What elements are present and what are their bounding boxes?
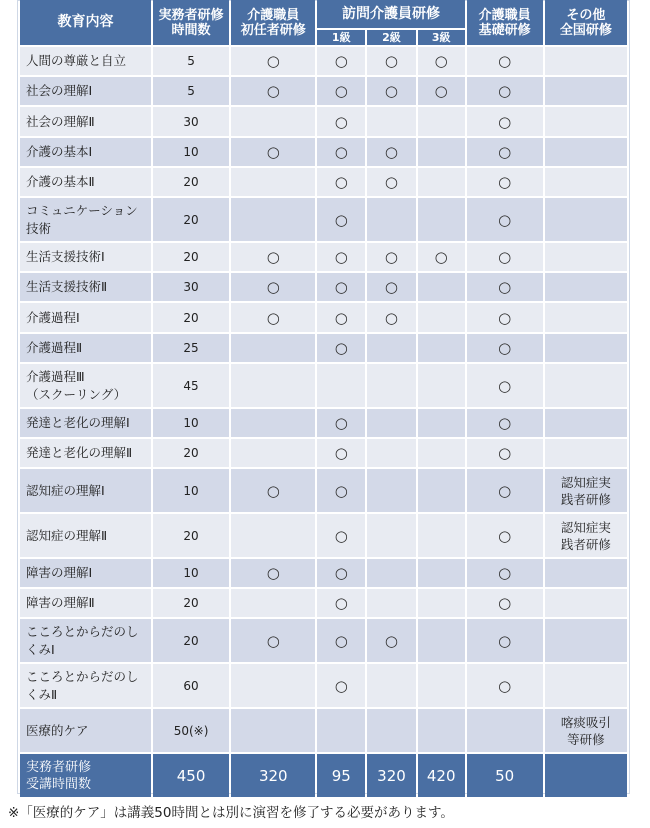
cell-v1 bbox=[317, 514, 365, 557]
cell-other bbox=[545, 559, 627, 587]
circle-mark-icon: ○ bbox=[334, 210, 348, 229]
header-visiting: 訪問介護員研修 bbox=[317, 0, 464, 28]
total-hours: 450 bbox=[153, 754, 229, 797]
table-body bbox=[20, 47, 627, 752]
cell-basic bbox=[467, 303, 543, 332]
table-row bbox=[20, 198, 627, 241]
table-row bbox=[20, 273, 627, 301]
cell-basic bbox=[467, 364, 543, 407]
circle-mark-icon: ○ bbox=[334, 173, 348, 191]
cell-v3 bbox=[418, 469, 465, 512]
circle-mark-icon: ○ bbox=[266, 82, 280, 100]
subject-name: 認知症の理解Ⅰ bbox=[20, 469, 151, 512]
circle-mark-icon: ○ bbox=[384, 143, 399, 161]
circle-mark-icon: ○ bbox=[498, 308, 512, 327]
cell-other: 認知症実 践者研修 bbox=[545, 514, 627, 557]
circle-mark-icon: ○ bbox=[498, 112, 512, 131]
header-other: その他 全国研修 bbox=[545, 0, 627, 45]
cell-v3 bbox=[418, 273, 465, 301]
cell-other bbox=[545, 198, 627, 241]
circle-mark-icon: ○ bbox=[334, 631, 348, 650]
circle-mark-icon: ○ bbox=[384, 631, 399, 650]
circle-mark-icon: ○ bbox=[384, 308, 399, 327]
subject-name: 介護の基本Ⅰ bbox=[20, 138, 151, 166]
cell-v1 bbox=[317, 409, 365, 437]
cell-initial bbox=[231, 469, 315, 512]
circle-mark-icon: ○ bbox=[498, 376, 512, 395]
total-visiting-2: 320 bbox=[367, 754, 416, 797]
circle-mark-icon: ○ bbox=[334, 339, 348, 357]
cell-v1 bbox=[317, 47, 365, 75]
circle-mark-icon: ○ bbox=[266, 248, 280, 266]
cell-v3 bbox=[418, 198, 465, 241]
cell-basic bbox=[467, 168, 543, 196]
total-basic: 50 bbox=[467, 754, 543, 797]
circle-mark-icon: ○ bbox=[334, 676, 348, 695]
cell-v1 bbox=[317, 559, 365, 587]
subject-hours: 25 bbox=[153, 334, 229, 362]
subject-name: 人間の尊厳と自立 bbox=[20, 47, 151, 75]
cell-v2 bbox=[367, 138, 416, 166]
total-other bbox=[545, 754, 627, 797]
cell-other bbox=[545, 107, 627, 136]
cell-v3 bbox=[418, 138, 465, 166]
header-visiting-level1: 1級 bbox=[317, 30, 365, 45]
subject-hours: 20 bbox=[153, 589, 229, 617]
cell-v1 bbox=[317, 273, 365, 301]
cell-v1 bbox=[317, 439, 365, 467]
cell-v3 bbox=[418, 559, 465, 587]
table-row bbox=[20, 334, 627, 362]
cell-initial bbox=[231, 559, 315, 587]
circle-mark-icon: ○ bbox=[498, 481, 512, 500]
circle-mark-icon: ○ bbox=[266, 631, 280, 650]
circle-mark-icon: ○ bbox=[498, 339, 512, 357]
circle-mark-icon: ○ bbox=[334, 278, 348, 296]
cell-v1 bbox=[317, 664, 365, 707]
cell-other bbox=[545, 409, 627, 437]
subject-name: 介護過程Ⅱ bbox=[20, 334, 151, 362]
cell-v1 bbox=[317, 619, 365, 662]
cell-v3 bbox=[418, 589, 465, 617]
circle-mark-icon: ○ bbox=[266, 52, 280, 70]
circle-mark-icon: ○ bbox=[498, 173, 512, 191]
cell-basic bbox=[467, 589, 543, 617]
circle-mark-icon: ○ bbox=[498, 248, 512, 266]
cell-other bbox=[545, 138, 627, 166]
circle-mark-icon: ○ bbox=[266, 143, 280, 161]
cell-initial bbox=[231, 334, 315, 362]
subject-name: 医療的ケア bbox=[20, 709, 151, 752]
subject-hours: 10 bbox=[153, 409, 229, 437]
table-row bbox=[20, 559, 627, 587]
cell-other bbox=[545, 589, 627, 617]
cell-other bbox=[545, 77, 627, 105]
circle-mark-icon: ○ bbox=[384, 52, 399, 70]
cell-v2 bbox=[367, 198, 416, 241]
cell-initial bbox=[231, 439, 315, 467]
cell-v3 bbox=[418, 303, 465, 332]
cell-basic bbox=[467, 243, 543, 271]
subject-hours: 20 bbox=[153, 243, 229, 271]
cell-v2 bbox=[367, 364, 416, 407]
circle-mark-icon: ○ bbox=[434, 248, 448, 266]
circle-mark-icon: ○ bbox=[334, 564, 348, 582]
subject-hours: 30 bbox=[153, 107, 229, 136]
subject-name: 障害の理解Ⅱ bbox=[20, 589, 151, 617]
total-label: 実務者研修 受講時間数 bbox=[20, 754, 151, 797]
cell-v2 bbox=[367, 409, 416, 437]
cell-v1 bbox=[317, 589, 365, 617]
subject-name: 認知症の理解Ⅱ bbox=[20, 514, 151, 557]
cell-v2 bbox=[367, 559, 416, 587]
circle-mark-icon: ○ bbox=[498, 143, 512, 161]
subject-hours: 20 bbox=[153, 168, 229, 196]
circle-mark-icon: ○ bbox=[498, 278, 512, 296]
cell-initial bbox=[231, 273, 315, 301]
cell-basic bbox=[467, 439, 543, 467]
cell-v1 bbox=[317, 198, 365, 241]
cell-other bbox=[545, 273, 627, 301]
subject-name: 生活支援技術Ⅱ bbox=[20, 273, 151, 301]
subject-hours: 45 bbox=[153, 364, 229, 407]
cell-v2 bbox=[367, 514, 416, 557]
cell-v2 bbox=[367, 439, 416, 467]
cell-basic bbox=[467, 619, 543, 662]
cell-v2 bbox=[367, 619, 416, 662]
total-initial: 320 bbox=[231, 754, 315, 797]
cell-v3 bbox=[418, 107, 465, 136]
cell-initial bbox=[231, 107, 315, 136]
table-row bbox=[20, 47, 627, 75]
cell-initial bbox=[231, 664, 315, 707]
header-basic: 介護職員 基礎研修 bbox=[467, 0, 543, 45]
subject-name: 介護の基本Ⅱ bbox=[20, 168, 151, 196]
cell-v1 bbox=[317, 168, 365, 196]
cell-v1 bbox=[317, 303, 365, 332]
subject-name: 介護過程Ⅰ bbox=[20, 303, 151, 332]
cell-basic bbox=[467, 107, 543, 136]
cell-basic bbox=[467, 198, 543, 241]
subject-name: 発達と老化の理解Ⅰ bbox=[20, 409, 151, 437]
subject-hours: 60 bbox=[153, 664, 229, 707]
cell-initial bbox=[231, 47, 315, 75]
cell-initial bbox=[231, 303, 315, 332]
cell-v3 bbox=[418, 47, 465, 75]
cell-v1 bbox=[317, 364, 365, 407]
circle-mark-icon: ○ bbox=[384, 173, 399, 191]
circle-mark-icon: ○ bbox=[266, 481, 280, 500]
subject-name: 介護過程Ⅲ （スクーリング） bbox=[20, 364, 151, 407]
header-hours: 実務者研修 時間数 bbox=[153, 0, 229, 45]
cell-v1 bbox=[317, 107, 365, 136]
subject-hours: 20 bbox=[153, 439, 229, 467]
cell-v1 bbox=[317, 138, 365, 166]
circle-mark-icon: ○ bbox=[334, 308, 348, 327]
cell-basic bbox=[467, 664, 543, 707]
subject-hours: 50(※) bbox=[153, 709, 229, 752]
cell-initial bbox=[231, 138, 315, 166]
header-visiting-level2: 2級 bbox=[367, 30, 416, 45]
circle-mark-icon: ○ bbox=[334, 112, 348, 131]
circle-mark-icon: ○ bbox=[498, 414, 512, 432]
cell-basic bbox=[467, 514, 543, 557]
circle-mark-icon: ○ bbox=[334, 82, 348, 100]
table-row bbox=[20, 364, 627, 407]
table-row bbox=[20, 709, 627, 752]
subject-hours: 20 bbox=[153, 303, 229, 332]
cell-basic bbox=[467, 334, 543, 362]
cell-v2 bbox=[367, 589, 416, 617]
cell-basic bbox=[467, 469, 543, 512]
circle-mark-icon: ○ bbox=[434, 52, 448, 70]
cell-v3 bbox=[418, 409, 465, 437]
cell-v3 bbox=[418, 514, 465, 557]
cell-v3 bbox=[418, 619, 465, 662]
circle-mark-icon: ○ bbox=[334, 526, 348, 545]
circle-mark-icon: ○ bbox=[498, 676, 512, 695]
cell-basic bbox=[467, 273, 543, 301]
cell-v2 bbox=[367, 243, 416, 271]
subject-name: コミュニケーション 技術 bbox=[20, 198, 151, 241]
table-row bbox=[20, 589, 627, 617]
cell-v1 bbox=[317, 77, 365, 105]
cell-v1 bbox=[317, 334, 365, 362]
table-row bbox=[20, 303, 627, 332]
circle-mark-icon: ○ bbox=[334, 248, 348, 266]
cell-other bbox=[545, 439, 627, 467]
cell-v3 bbox=[418, 77, 465, 105]
table-row bbox=[20, 409, 627, 437]
subject-hours: 30 bbox=[153, 273, 229, 301]
subject-hours: 10 bbox=[153, 469, 229, 512]
subject-hours: 5 bbox=[153, 77, 229, 105]
cell-v3 bbox=[418, 168, 465, 196]
cell-initial bbox=[231, 364, 315, 407]
cell-other: 喀痰吸引 等研修 bbox=[545, 709, 627, 752]
table-row bbox=[20, 439, 627, 467]
cell-v3 bbox=[418, 334, 465, 362]
cell-other bbox=[545, 664, 627, 707]
cell-other bbox=[545, 303, 627, 332]
subject-name: 社会の理解Ⅰ bbox=[20, 77, 151, 105]
subject-name: 生活支援技術Ⅰ bbox=[20, 243, 151, 271]
circle-mark-icon: ○ bbox=[498, 526, 512, 545]
circle-mark-icon: ○ bbox=[498, 82, 512, 100]
subject-hours: 20 bbox=[153, 619, 229, 662]
subject-hours: 10 bbox=[153, 138, 229, 166]
circle-mark-icon: ○ bbox=[384, 82, 399, 100]
cell-v2 bbox=[367, 168, 416, 196]
table-row bbox=[20, 138, 627, 166]
cell-other bbox=[545, 168, 627, 196]
total-visiting-3: 420 bbox=[418, 754, 465, 797]
header-initial: 介護職員 初任者研修 bbox=[231, 0, 315, 45]
subject-name: こころとからだのし くみⅡ bbox=[20, 664, 151, 707]
circle-mark-icon: ○ bbox=[498, 210, 512, 229]
circle-mark-icon: ○ bbox=[498, 564, 512, 582]
cell-initial bbox=[231, 619, 315, 662]
circle-mark-icon: ○ bbox=[498, 444, 512, 462]
cell-v2 bbox=[367, 47, 416, 75]
cell-initial bbox=[231, 77, 315, 105]
total-visiting-1: 95 bbox=[317, 754, 365, 797]
cell-basic bbox=[467, 77, 543, 105]
subject-name: 発達と老化の理解Ⅱ bbox=[20, 439, 151, 467]
circle-mark-icon: ○ bbox=[384, 278, 399, 296]
table-row bbox=[20, 77, 627, 105]
circle-mark-icon: ○ bbox=[266, 308, 280, 327]
cell-v2 bbox=[367, 273, 416, 301]
subject-hours: 10 bbox=[153, 559, 229, 587]
subject-hours: 5 bbox=[153, 47, 229, 75]
cell-basic bbox=[467, 559, 543, 587]
cell-v3 bbox=[418, 364, 465, 407]
cell-initial bbox=[231, 409, 315, 437]
cell-initial bbox=[231, 168, 315, 196]
cell-v3 bbox=[418, 243, 465, 271]
table-row bbox=[20, 514, 627, 557]
curriculum-comparison-table bbox=[18, 0, 629, 799]
cell-basic bbox=[467, 409, 543, 437]
cell-v3 bbox=[418, 709, 465, 752]
cell-v2 bbox=[367, 303, 416, 332]
circle-mark-icon: ○ bbox=[384, 248, 399, 266]
circle-mark-icon: ○ bbox=[334, 414, 348, 432]
subject-name: こころとからだのし くみⅠ bbox=[20, 619, 151, 662]
circle-mark-icon: ○ bbox=[266, 278, 280, 296]
cell-other bbox=[545, 47, 627, 75]
circle-mark-icon: ○ bbox=[434, 82, 448, 100]
total-row bbox=[20, 754, 627, 797]
cell-v2 bbox=[367, 469, 416, 512]
circle-mark-icon: ○ bbox=[334, 481, 348, 500]
table-row bbox=[20, 619, 627, 662]
circle-mark-icon: ○ bbox=[498, 52, 512, 70]
cell-basic bbox=[467, 709, 543, 752]
cell-v1 bbox=[317, 243, 365, 271]
cell-v1 bbox=[317, 709, 365, 752]
cell-initial bbox=[231, 198, 315, 241]
cell-v2 bbox=[367, 334, 416, 362]
table-row bbox=[20, 107, 627, 136]
subject-hours: 20 bbox=[153, 198, 229, 241]
circle-mark-icon: ○ bbox=[266, 564, 280, 582]
cell-initial bbox=[231, 243, 315, 271]
cell-other: 認知症実 践者研修 bbox=[545, 469, 627, 512]
cell-v3 bbox=[418, 664, 465, 707]
header-visiting-level3: 3級 bbox=[418, 30, 465, 45]
table-row bbox=[20, 168, 627, 196]
cell-other bbox=[545, 243, 627, 271]
cell-initial bbox=[231, 709, 315, 752]
cell-v2 bbox=[367, 709, 416, 752]
circle-mark-icon: ○ bbox=[334, 444, 348, 462]
cell-v2 bbox=[367, 77, 416, 105]
table-row bbox=[20, 664, 627, 707]
circle-mark-icon: ○ bbox=[498, 594, 512, 612]
cell-other bbox=[545, 619, 627, 662]
circle-mark-icon: ○ bbox=[498, 631, 512, 650]
subject-name: 社会の理解Ⅱ bbox=[20, 107, 151, 136]
circle-mark-icon: ○ bbox=[334, 143, 348, 161]
cell-v1 bbox=[317, 469, 365, 512]
cell-initial bbox=[231, 589, 315, 617]
cell-other bbox=[545, 364, 627, 407]
cell-basic bbox=[467, 138, 543, 166]
cell-other bbox=[545, 334, 627, 362]
subject-hours: 20 bbox=[153, 514, 229, 557]
header-content: 教育内容 bbox=[20, 0, 151, 45]
circle-mark-icon: ○ bbox=[334, 594, 348, 612]
cell-v2 bbox=[367, 664, 416, 707]
cell-basic bbox=[467, 47, 543, 75]
table-row bbox=[20, 469, 627, 512]
subject-name: 障害の理解Ⅰ bbox=[20, 559, 151, 587]
cell-v3 bbox=[418, 439, 465, 467]
footnote: ※「医療的ケア」は講義50時間とは別に演習を修了する必要があります。 bbox=[8, 805, 454, 821]
table-row bbox=[20, 243, 627, 271]
cell-initial bbox=[231, 514, 315, 557]
circle-mark-icon: ○ bbox=[334, 52, 348, 70]
cell-v2 bbox=[367, 107, 416, 136]
